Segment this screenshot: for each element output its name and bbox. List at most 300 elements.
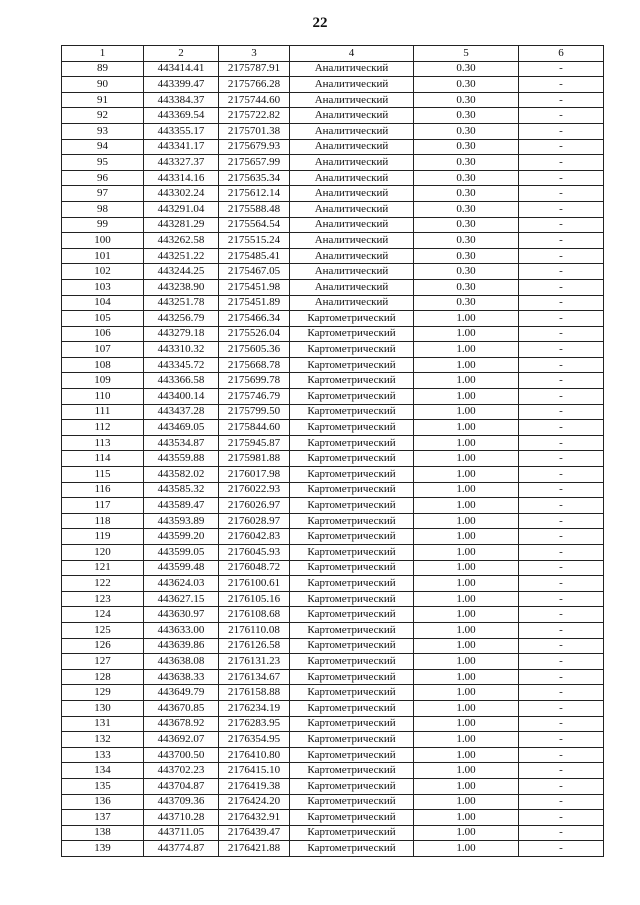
column-header: 4 [290, 46, 414, 62]
y-coordinate-cell: 2175564.54 [219, 217, 290, 233]
note-cell: - [519, 732, 604, 748]
y-coordinate-cell: 2176045.93 [219, 545, 290, 561]
accuracy-cell: 1.00 [414, 435, 519, 451]
x-coordinate-cell: 443251.78 [144, 295, 219, 311]
accuracy-cell: 1.00 [414, 732, 519, 748]
accuracy-cell: 0.30 [414, 295, 519, 311]
table-row [62, 404, 604, 420]
table-row [62, 123, 604, 139]
accuracy-cell: 0.30 [414, 201, 519, 217]
method-cell: Картометрический [290, 747, 414, 763]
coordinates-table [61, 45, 604, 857]
x-coordinate-cell: 443774.87 [144, 841, 219, 857]
x-coordinate-cell: 443366.58 [144, 373, 219, 389]
note-cell: - [519, 560, 604, 576]
y-coordinate-cell: 2175515.24 [219, 233, 290, 249]
point-number-cell: 113 [62, 435, 144, 451]
note-cell: - [519, 201, 604, 217]
x-coordinate-cell: 443244.25 [144, 264, 219, 280]
method-cell: Картометрический [290, 326, 414, 342]
accuracy-cell: 1.00 [414, 576, 519, 592]
accuracy-cell: 0.30 [414, 92, 519, 108]
y-coordinate-cell: 2176108.68 [219, 607, 290, 623]
x-coordinate-cell: 443638.33 [144, 669, 219, 685]
point-number-cell: 135 [62, 778, 144, 794]
point-number-cell: 122 [62, 576, 144, 592]
note-cell: - [519, 108, 604, 124]
accuracy-cell: 1.00 [414, 716, 519, 732]
table-row [62, 841, 604, 857]
accuracy-cell: 0.30 [414, 186, 519, 202]
point-number-cell: 126 [62, 638, 144, 654]
x-coordinate-cell: 443599.05 [144, 545, 219, 561]
table-row [62, 576, 604, 592]
point-number-cell: 131 [62, 716, 144, 732]
point-number-cell: 112 [62, 420, 144, 436]
method-cell: Картометрический [290, 576, 414, 592]
note-cell: - [519, 498, 604, 514]
method-cell: Картометрический [290, 389, 414, 405]
table-row [62, 451, 604, 467]
method-cell: Картометрический [290, 825, 414, 841]
x-coordinate-cell: 443710.28 [144, 810, 219, 826]
note-cell: - [519, 311, 604, 327]
x-coordinate-cell: 443593.89 [144, 513, 219, 529]
accuracy-cell: 0.30 [414, 139, 519, 155]
table-row [62, 810, 604, 826]
x-coordinate-cell: 443639.86 [144, 638, 219, 654]
x-coordinate-cell: 443262.58 [144, 233, 219, 249]
accuracy-cell: 1.00 [414, 669, 519, 685]
accuracy-cell: 1.00 [414, 607, 519, 623]
x-coordinate-cell: 443279.18 [144, 326, 219, 342]
note-cell: - [519, 763, 604, 779]
x-coordinate-cell: 443469.05 [144, 420, 219, 436]
table-row [62, 607, 604, 623]
accuracy-cell: 1.00 [414, 747, 519, 763]
y-coordinate-cell: 2176439.47 [219, 825, 290, 841]
accuracy-cell: 1.00 [414, 451, 519, 467]
point-number-cell: 132 [62, 732, 144, 748]
x-coordinate-cell: 443314.16 [144, 170, 219, 186]
accuracy-cell: 1.00 [414, 373, 519, 389]
x-coordinate-cell: 443400.14 [144, 389, 219, 405]
accuracy-cell: 1.00 [414, 622, 519, 638]
table-row [62, 77, 604, 93]
method-cell: Аналитический [290, 123, 414, 139]
method-cell: Аналитический [290, 170, 414, 186]
x-coordinate-cell: 443670.85 [144, 700, 219, 716]
accuracy-cell: 0.30 [414, 108, 519, 124]
accuracy-cell: 0.30 [414, 279, 519, 295]
point-number-cell: 106 [62, 326, 144, 342]
accuracy-cell: 1.00 [414, 654, 519, 670]
note-cell: - [519, 482, 604, 498]
method-cell: Картометрический [290, 545, 414, 561]
method-cell: Картометрический [290, 700, 414, 716]
method-cell: Картометрический [290, 513, 414, 529]
table-row [62, 357, 604, 373]
table-row [62, 560, 604, 576]
note-cell: - [519, 669, 604, 685]
table-row [62, 467, 604, 483]
y-coordinate-cell: 2176100.61 [219, 576, 290, 592]
note-cell: - [519, 155, 604, 171]
point-number-cell: 118 [62, 513, 144, 529]
x-coordinate-cell: 443638.08 [144, 654, 219, 670]
table-row [62, 638, 604, 654]
point-number-cell: 116 [62, 482, 144, 498]
y-coordinate-cell: 2175844.60 [219, 420, 290, 436]
x-coordinate-cell: 443534.87 [144, 435, 219, 451]
x-coordinate-cell: 443251.22 [144, 248, 219, 264]
y-coordinate-cell: 2176017.98 [219, 467, 290, 483]
x-coordinate-cell: 443369.54 [144, 108, 219, 124]
note-cell: - [519, 545, 604, 561]
x-coordinate-cell: 443327.37 [144, 155, 219, 171]
note-cell: - [519, 92, 604, 108]
accuracy-cell: 1.00 [414, 763, 519, 779]
note-cell: - [519, 467, 604, 483]
table-row [62, 92, 604, 108]
x-coordinate-cell: 443599.20 [144, 529, 219, 545]
y-coordinate-cell: 2175722.82 [219, 108, 290, 124]
x-coordinate-cell: 443281.29 [144, 217, 219, 233]
x-coordinate-cell: 443704.87 [144, 778, 219, 794]
note-cell: - [519, 794, 604, 810]
y-coordinate-cell: 2175744.60 [219, 92, 290, 108]
x-coordinate-cell: 443711.05 [144, 825, 219, 841]
table-row [62, 61, 604, 77]
y-coordinate-cell: 2175605.36 [219, 342, 290, 358]
table-row [62, 201, 604, 217]
method-cell: Аналитический [290, 264, 414, 280]
table-row [62, 326, 604, 342]
accuracy-cell: 1.00 [414, 420, 519, 436]
table-row [62, 108, 604, 124]
method-cell: Картометрический [290, 732, 414, 748]
table-row [62, 716, 604, 732]
table-row [62, 622, 604, 638]
point-number-cell: 124 [62, 607, 144, 623]
x-coordinate-cell: 443291.04 [144, 201, 219, 217]
accuracy-cell: 1.00 [414, 357, 519, 373]
accuracy-cell: 1.00 [414, 404, 519, 420]
y-coordinate-cell: 2176105.16 [219, 591, 290, 607]
note-cell: - [519, 404, 604, 420]
table-row [62, 529, 604, 545]
point-number-cell: 114 [62, 451, 144, 467]
table-row [62, 373, 604, 389]
x-coordinate-cell: 443302.24 [144, 186, 219, 202]
note-cell: - [519, 186, 604, 202]
accuracy-cell: 1.00 [414, 498, 519, 514]
method-cell: Аналитический [290, 92, 414, 108]
accuracy-cell: 1.00 [414, 560, 519, 576]
method-cell: Картометрический [290, 482, 414, 498]
accuracy-cell: 1.00 [414, 513, 519, 529]
point-number-cell: 89 [62, 61, 144, 77]
note-cell: - [519, 373, 604, 389]
accuracy-cell: 0.30 [414, 170, 519, 186]
accuracy-cell: 1.00 [414, 326, 519, 342]
note-cell: - [519, 825, 604, 841]
y-coordinate-cell: 2176022.93 [219, 482, 290, 498]
table-row [62, 498, 604, 514]
method-cell: Картометрический [290, 357, 414, 373]
point-number-cell: 108 [62, 357, 144, 373]
header-row [62, 46, 604, 62]
accuracy-cell: 0.30 [414, 264, 519, 280]
table-row [62, 763, 604, 779]
point-number-cell: 97 [62, 186, 144, 202]
y-coordinate-cell: 2175451.89 [219, 295, 290, 311]
point-number-cell: 139 [62, 841, 144, 857]
y-coordinate-cell: 2175679.93 [219, 139, 290, 155]
x-coordinate-cell: 443310.32 [144, 342, 219, 358]
x-coordinate-cell: 443692.07 [144, 732, 219, 748]
column-header: 6 [519, 46, 604, 62]
point-number-cell: 111 [62, 404, 144, 420]
note-cell: - [519, 435, 604, 451]
y-coordinate-cell: 2176283.95 [219, 716, 290, 732]
accuracy-cell: 0.30 [414, 155, 519, 171]
y-coordinate-cell: 2175699.78 [219, 373, 290, 389]
point-number-cell: 129 [62, 685, 144, 701]
accuracy-cell: 1.00 [414, 545, 519, 561]
y-coordinate-cell: 2175945.87 [219, 435, 290, 451]
point-number-cell: 99 [62, 217, 144, 233]
point-number-cell: 90 [62, 77, 144, 93]
note-cell: - [519, 326, 604, 342]
note-cell: - [519, 638, 604, 654]
table-row [62, 685, 604, 701]
column-header: 3 [219, 46, 290, 62]
y-coordinate-cell: 2175746.79 [219, 389, 290, 405]
point-number-cell: 117 [62, 498, 144, 514]
point-number-cell: 102 [62, 264, 144, 280]
table-row [62, 747, 604, 763]
table-row [62, 825, 604, 841]
method-cell: Аналитический [290, 295, 414, 311]
table-row [62, 700, 604, 716]
table-row [62, 170, 604, 186]
method-cell: Аналитический [290, 139, 414, 155]
table-body [62, 61, 604, 856]
table-row [62, 139, 604, 155]
accuracy-cell: 1.00 [414, 311, 519, 327]
method-cell: Картометрический [290, 841, 414, 857]
note-cell: - [519, 389, 604, 405]
x-coordinate-cell: 443624.03 [144, 576, 219, 592]
method-cell: Аналитический [290, 279, 414, 295]
note-cell: - [519, 529, 604, 545]
point-number-cell: 137 [62, 810, 144, 826]
x-coordinate-cell: 443649.79 [144, 685, 219, 701]
point-number-cell: 130 [62, 700, 144, 716]
point-number-cell: 91 [62, 92, 144, 108]
accuracy-cell: 1.00 [414, 685, 519, 701]
x-coordinate-cell: 443702.23 [144, 763, 219, 779]
y-coordinate-cell: 2176048.72 [219, 560, 290, 576]
table-row [62, 435, 604, 451]
x-coordinate-cell: 443633.00 [144, 622, 219, 638]
table-row [62, 545, 604, 561]
accuracy-cell: 1.00 [414, 467, 519, 483]
y-coordinate-cell: 2176419.38 [219, 778, 290, 794]
column-header: 1 [62, 46, 144, 62]
point-number-cell: 96 [62, 170, 144, 186]
y-coordinate-cell: 2176410.80 [219, 747, 290, 763]
note-cell: - [519, 77, 604, 93]
method-cell: Картометрический [290, 638, 414, 654]
accuracy-cell: 0.30 [414, 233, 519, 249]
y-coordinate-cell: 2175657.99 [219, 155, 290, 171]
note-cell: - [519, 451, 604, 467]
y-coordinate-cell: 2175588.48 [219, 201, 290, 217]
method-cell: Аналитический [290, 248, 414, 264]
y-coordinate-cell: 2175485.41 [219, 248, 290, 264]
table-row [62, 248, 604, 264]
method-cell: Картометрический [290, 654, 414, 670]
y-coordinate-cell: 2175981.88 [219, 451, 290, 467]
method-cell: Картометрический [290, 498, 414, 514]
x-coordinate-cell: 443599.48 [144, 560, 219, 576]
point-number-cell: 128 [62, 669, 144, 685]
method-cell: Картометрический [290, 669, 414, 685]
table-header [62, 46, 604, 62]
y-coordinate-cell: 2175451.98 [219, 279, 290, 295]
note-cell: - [519, 747, 604, 763]
note-cell: - [519, 513, 604, 529]
note-cell: - [519, 622, 604, 638]
note-cell: - [519, 170, 604, 186]
method-cell: Картометрический [290, 763, 414, 779]
y-coordinate-cell: 2175467.05 [219, 264, 290, 280]
method-cell: Картометрический [290, 451, 414, 467]
point-number-cell: 104 [62, 295, 144, 311]
method-cell: Аналитический [290, 155, 414, 171]
note-cell: - [519, 357, 604, 373]
note-cell: - [519, 607, 604, 623]
y-coordinate-cell: 2176110.08 [219, 622, 290, 638]
table-row [62, 295, 604, 311]
method-cell: Картометрический [290, 778, 414, 794]
point-number-cell: 115 [62, 467, 144, 483]
method-cell: Картометрический [290, 591, 414, 607]
method-cell: Аналитический [290, 77, 414, 93]
accuracy-cell: 1.00 [414, 810, 519, 826]
accuracy-cell: 1.00 [414, 841, 519, 857]
x-coordinate-cell: 443355.17 [144, 123, 219, 139]
point-number-cell: 94 [62, 139, 144, 155]
table-row [62, 311, 604, 327]
point-number-cell: 121 [62, 560, 144, 576]
note-cell: - [519, 123, 604, 139]
method-cell: Картометрический [290, 529, 414, 545]
note-cell: - [519, 716, 604, 732]
x-coordinate-cell: 443256.79 [144, 311, 219, 327]
method-cell: Аналитический [290, 217, 414, 233]
y-coordinate-cell: 2176432.91 [219, 810, 290, 826]
accuracy-cell: 1.00 [414, 482, 519, 498]
point-number-cell: 138 [62, 825, 144, 841]
table-row [62, 591, 604, 607]
point-number-cell: 101 [62, 248, 144, 264]
y-coordinate-cell: 2176415.10 [219, 763, 290, 779]
x-coordinate-cell: 443559.88 [144, 451, 219, 467]
accuracy-cell: 1.00 [414, 638, 519, 654]
y-coordinate-cell: 2175787.91 [219, 61, 290, 77]
method-cell: Картометрический [290, 342, 414, 358]
x-coordinate-cell: 443341.17 [144, 139, 219, 155]
note-cell: - [519, 233, 604, 249]
accuracy-cell: 1.00 [414, 389, 519, 405]
method-cell: Картометрический [290, 467, 414, 483]
y-coordinate-cell: 2176158.88 [219, 685, 290, 701]
method-cell: Картометрический [290, 560, 414, 576]
note-cell: - [519, 591, 604, 607]
table-row [62, 513, 604, 529]
y-coordinate-cell: 2176421.88 [219, 841, 290, 857]
note-cell: - [519, 576, 604, 592]
y-coordinate-cell: 2176354.95 [219, 732, 290, 748]
method-cell: Картометрический [290, 420, 414, 436]
x-coordinate-cell: 443582.02 [144, 467, 219, 483]
y-coordinate-cell: 2175526.04 [219, 326, 290, 342]
note-cell: - [519, 654, 604, 670]
note-cell: - [519, 685, 604, 701]
x-coordinate-cell: 443585.32 [144, 482, 219, 498]
method-cell: Аналитический [290, 186, 414, 202]
method-cell: Картометрический [290, 435, 414, 451]
note-cell: - [519, 810, 604, 826]
accuracy-cell: 1.00 [414, 529, 519, 545]
y-coordinate-cell: 2175766.28 [219, 77, 290, 93]
note-cell: - [519, 700, 604, 716]
method-cell: Картометрический [290, 794, 414, 810]
x-coordinate-cell: 443709.36 [144, 794, 219, 810]
y-coordinate-cell: 2176234.19 [219, 700, 290, 716]
table-row [62, 732, 604, 748]
note-cell: - [519, 295, 604, 311]
y-coordinate-cell: 2176028.97 [219, 513, 290, 529]
x-coordinate-cell: 443384.37 [144, 92, 219, 108]
accuracy-cell: 1.00 [414, 794, 519, 810]
x-coordinate-cell: 443678.92 [144, 716, 219, 732]
x-coordinate-cell: 443238.90 [144, 279, 219, 295]
accuracy-cell: 1.00 [414, 591, 519, 607]
x-coordinate-cell: 443399.47 [144, 77, 219, 93]
point-number-cell: 120 [62, 545, 144, 561]
accuracy-cell: 0.30 [414, 123, 519, 139]
point-number-cell: 125 [62, 622, 144, 638]
y-coordinate-cell: 2176042.83 [219, 529, 290, 545]
point-number-cell: 98 [62, 201, 144, 217]
y-coordinate-cell: 2176126.58 [219, 638, 290, 654]
table-row [62, 482, 604, 498]
x-coordinate-cell: 443437.28 [144, 404, 219, 420]
note-cell: - [519, 264, 604, 280]
method-cell: Аналитический [290, 61, 414, 77]
method-cell: Картометрический [290, 311, 414, 327]
x-coordinate-cell: 443627.15 [144, 591, 219, 607]
accuracy-cell: 1.00 [414, 825, 519, 841]
method-cell: Картометрический [290, 373, 414, 389]
table-row [62, 186, 604, 202]
point-number-cell: 134 [62, 763, 144, 779]
x-coordinate-cell: 443414.41 [144, 61, 219, 77]
